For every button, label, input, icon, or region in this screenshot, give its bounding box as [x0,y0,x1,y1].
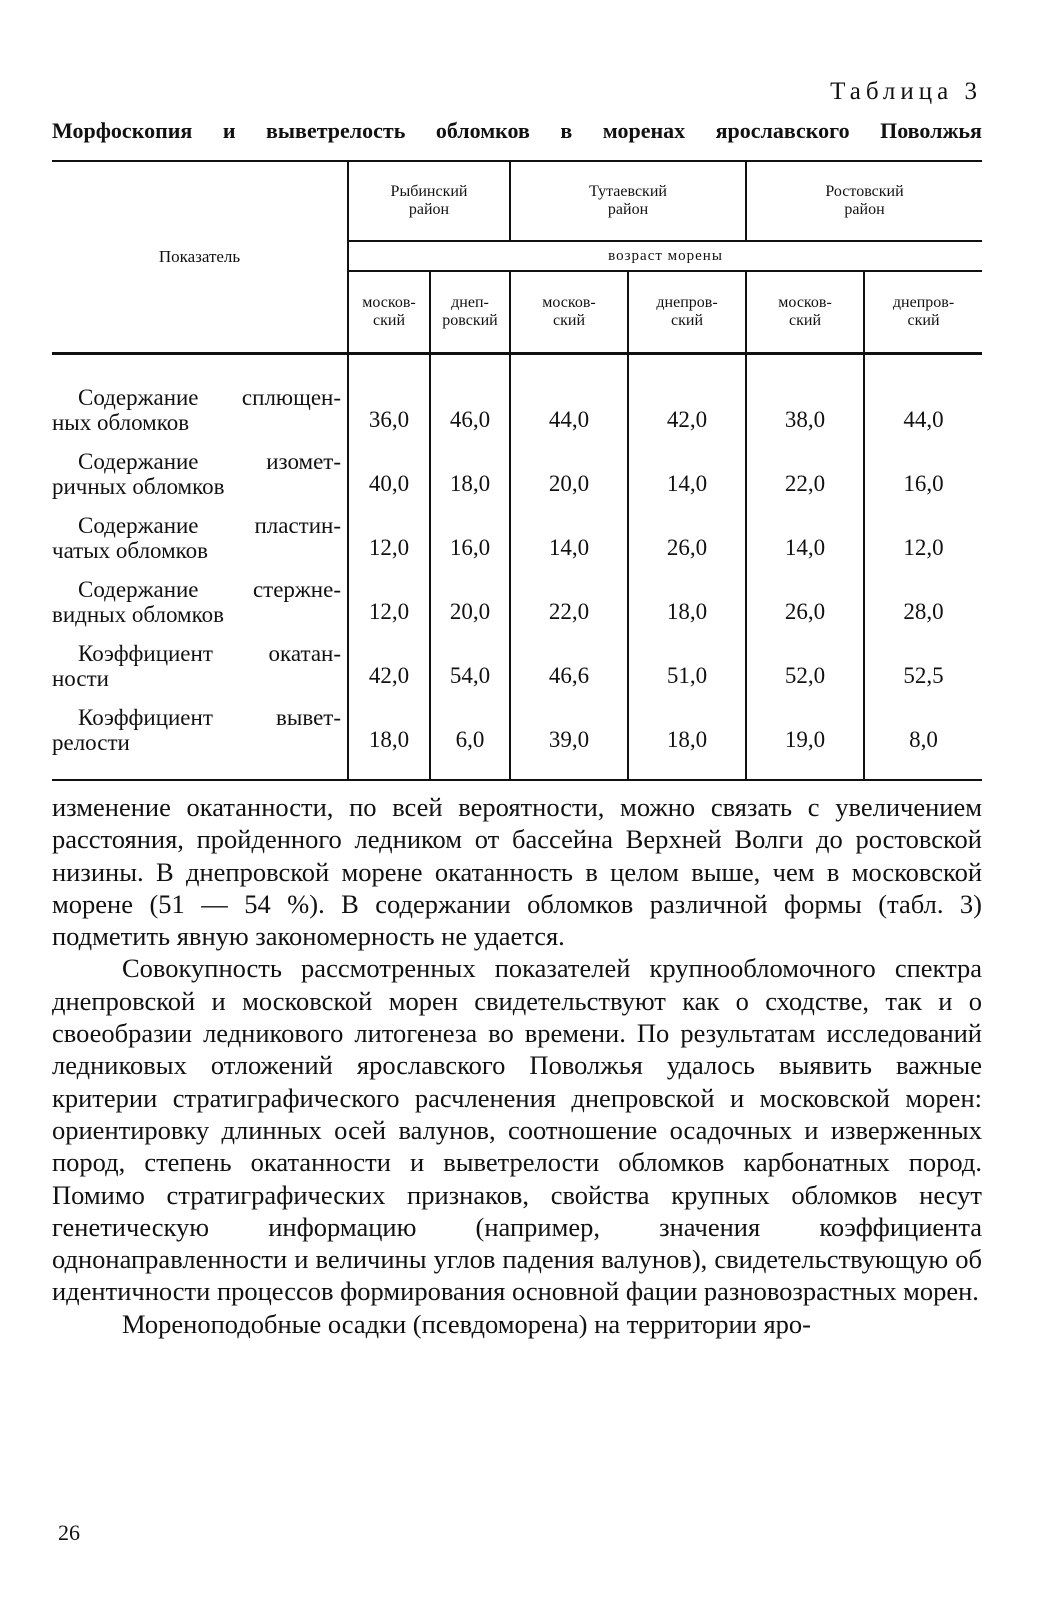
table-title-word: выветрелость [266,118,406,143]
table-cell: 18,0 [628,563,746,627]
table-cell: 12,0 [348,499,430,563]
page-number: 26 [58,1520,80,1545]
indicator-header: Показатель [52,161,348,354]
table-cell: 26,0 [628,499,746,563]
table-cell: 18,0 [348,691,430,755]
subheader-moscow: москов- ский [348,271,430,354]
table-cell: 14,0 [746,499,864,563]
table-cell: 22,0 [510,563,628,627]
table-title-word: Поволжья [880,118,982,143]
table-title-word: моренах [602,118,686,143]
table-cell: 46,0 [430,354,510,436]
table-row [52,354,982,436]
district-header-rybinsk: Рыбинский район [348,161,510,241]
data-table [52,160,982,781]
row-label: Содержание пластин- чатых обломков [52,513,341,563]
table-bottom-rule [52,755,982,780]
table-cell: 14,0 [510,499,628,563]
table-cell: 16,0 [864,435,982,499]
table-cell: 12,0 [864,499,982,563]
subheader-moscow: москов- ский [510,271,628,354]
table-cell: 16,0 [430,499,510,563]
table-title [52,118,982,144]
paragraph: Совокупность рассмотренных показателей крупнообломочного спектра днепровской и московской морен свидетельствуют как о сходстве, так и о своеобразии ледникового литогенеза во времени. По результатам исследований ледниковых отложений ярославского Поволжья удалось выявить важные критерии стратиграфического расчленения днепровской и московской морен: ориентировку длинных осей валунов, соотношение осадочных и изверженных пород, степень окатанности и выветрелости обломков карбонатных пород. Помимо стратиграфических признаков, свойства крупных обломков несут генетическую информацию (например, значения коэффициента однонаправленности и величины углов падения валунов), свидетельствующую об идентичности процессов формирования основной фации разновозрастных морен. [52,953,982,1307]
table-cell: 20,0 [510,435,628,499]
table-cell: 44,0 [864,354,982,436]
table-title-word: в [560,118,573,143]
moraine-age-header: возраст морены [348,241,982,271]
table-cell: 44,0 [510,354,628,436]
table-title-word: обломков [435,118,530,143]
table-row [52,499,982,563]
subheader-dnieper: днеп- ровский [430,271,510,354]
table-cell: 40,0 [348,435,430,499]
table-title-word: и [222,118,236,143]
paragraph: Мореноподобные осадки (псевдоморена) на территории яро- [122,1308,811,1339]
subheader-dnieper: днепров- ский [628,271,746,354]
table-cell: 46,6 [510,627,628,691]
table-cell: 8,0 [864,691,982,755]
table-cell: 51,0 [628,627,746,691]
table-cell: 22,0 [746,435,864,499]
row-label: Содержание сплющен- ных обломков [52,385,341,435]
district-header-tutaev: Тутаевский район [510,161,746,241]
table-row [52,563,982,627]
table-cell: 6,0 [430,691,510,755]
table-title-word: ярославского [715,118,850,143]
table-row [52,627,982,691]
table-title-word: Морфоскопия [52,118,193,143]
table-row [52,435,982,499]
row-label: Коэффициент вывет- релости [52,705,341,755]
table-cell: 42,0 [348,627,430,691]
table-cell: 54,0 [430,627,510,691]
table-cell: 12,0 [348,563,430,627]
row-label: Содержание изомет- ричных обломков [52,449,341,499]
table-cell: 19,0 [746,691,864,755]
paragraph: изменение окатанности, по всей вероятности, можно связать с увеличением расстояния, пройденного ледником от бассейна Верхней Волги до ростовской низины. В днепровской морене окатанность в целом выше, чем в московской морене (51 — 54 %). В содержании обломков различной формы (табл. 3) подметить явную закономерность не удается. [52,792,982,952]
subheader-dnieper: днепров- ский [864,271,982,354]
table-cell: 18,0 [430,435,510,499]
row-label: Содержание стержне- видных обломков [52,577,341,627]
table-cell: 39,0 [510,691,628,755]
table-cell: 14,0 [628,435,746,499]
row-label: Коэффициент окатан- ности [52,641,341,691]
table-number: Таблица 3 [830,78,982,105]
table-cell: 36,0 [348,354,430,436]
table-cell: 26,0 [746,563,864,627]
table-cell: 38,0 [746,354,864,436]
table-row [52,691,982,755]
body-text [52,791,982,1340]
table-cell: 52,5 [864,627,982,691]
table-cell: 20,0 [430,563,510,627]
table-cell: 18,0 [628,691,746,755]
table-cell: 42,0 [628,354,746,436]
table-cell: 28,0 [864,563,982,627]
table-cell: 52,0 [746,627,864,691]
subheader-moscow: москов- ский [746,271,864,354]
district-header-rostov: Ростовский район [746,161,982,241]
